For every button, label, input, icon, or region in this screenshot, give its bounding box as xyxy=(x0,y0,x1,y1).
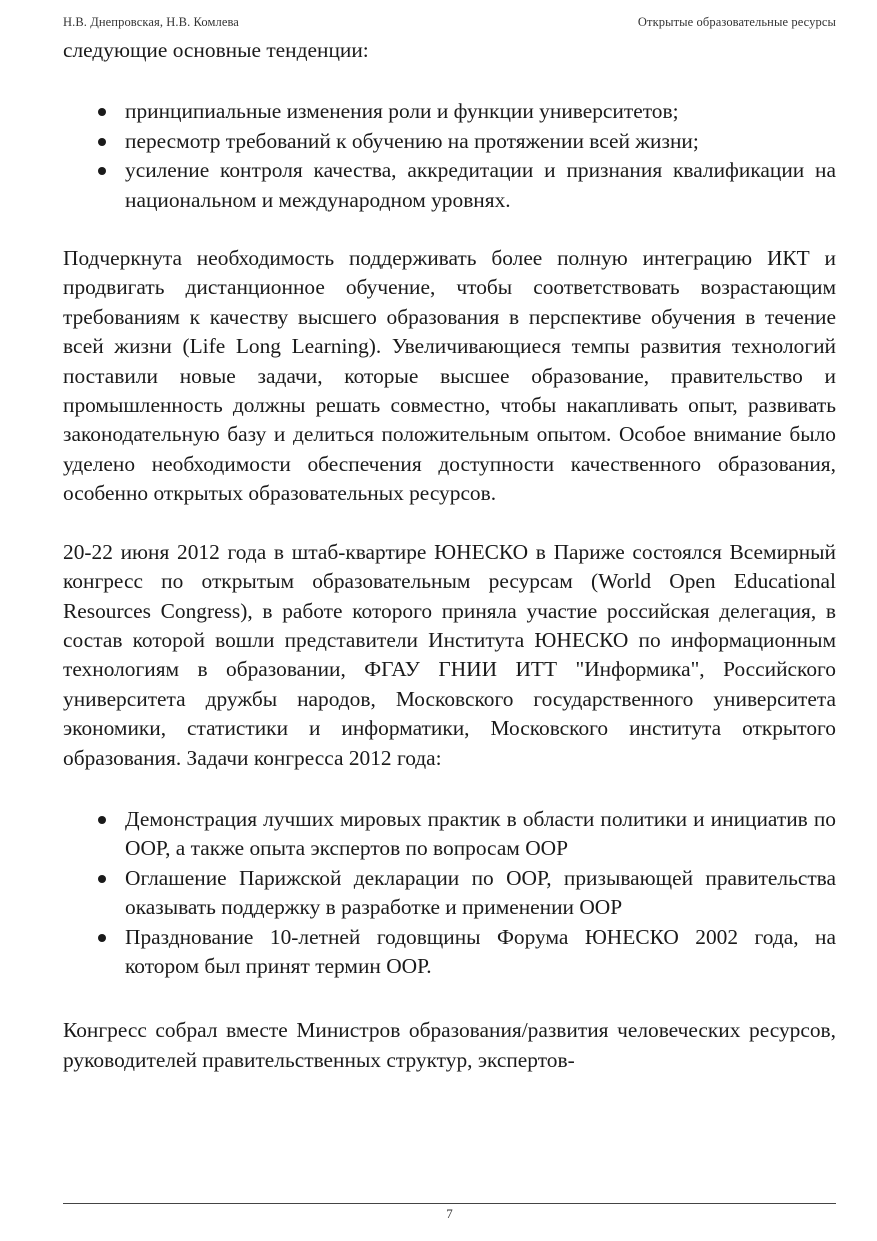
header-title: Открытые образовательные ресурсы xyxy=(637,15,836,29)
list-item: Оглашение Парижской декларации по ООР, призывающей правительства оказывать поддержку в разработке и применении ООР xyxy=(125,864,836,923)
intro-line: следующие основные тенденции: xyxy=(63,38,369,62)
trends-list xyxy=(63,97,836,215)
list-item: принципиальные изменения роли и функции университетов; xyxy=(125,97,836,126)
congress-tasks-list xyxy=(63,805,836,981)
document-page xyxy=(63,0,836,1241)
list-item: пересмотр требований к обучению на протяжении всей жизни; xyxy=(125,127,836,156)
footer-divider xyxy=(63,1203,836,1204)
list-item: усиление контроля качества, аккредитации и признания квалификации на национальном и международном уровнях. xyxy=(125,156,836,215)
paragraph-ict-integration: Подчеркнута необходимость поддерживать более полную интеграцию ИКТ и продвигать дистанционное обучение, чтобы соответствовать возрастающим требованиям к качеству высшего образования в перспективе обучения в течение всей жизни (Life Long Learning). Увеличивающиеся темпы развития технологий поставили новые задачи, которые высшее образование, правительство и промышленность должны решать совместно, чтобы накапливать опыт, развивать законодательную базу и делиться положительным опытом. Особое внимание было уделено необходимости обеспечения доступности качественного образования, особенно открытых образовательных ресурсов. xyxy=(63,246,836,506)
page-content xyxy=(63,36,836,1075)
paragraph-oer-congress: 20-22 июня 2012 года в штаб-квартире ЮНЕСКО в Париже состоялся Всемирный конгресс по открытым образовательным ресурсам (World Open Educational Resources Congress), в работе которого приняла участие российская делегация, в состав которой вошли представители Института ЮНЕСКО по информационным технологиям в образовании, ФГАУ ГНИИ ИТТ "Информика", Российского университета дружбы народов, Московского государственного университета экономики, статистики и информатики, Московского института открытого образования. Задачи конгресса 2012 года: xyxy=(63,539,836,770)
running-header xyxy=(63,15,836,35)
paragraph-congress-participants: Конгресс собрал вместе Министров образования/развития человеческих ресурсов, руководителей правительственных структур, экспертов- xyxy=(63,1018,836,1072)
page-number: 7 xyxy=(446,1206,453,1221)
list-item: Демонстрация лучших мировых практик в области политики и инициатив по ООР, а также опыта экспертов по вопросам ООР xyxy=(125,805,836,864)
list-item: Празднование 10-летней годовщины Форума ЮНЕСКО 2002 года, на котором был принят термин ООР. xyxy=(125,923,836,982)
header-authors: Н.В. Днепровская, Н.В. Комлева xyxy=(63,15,239,29)
